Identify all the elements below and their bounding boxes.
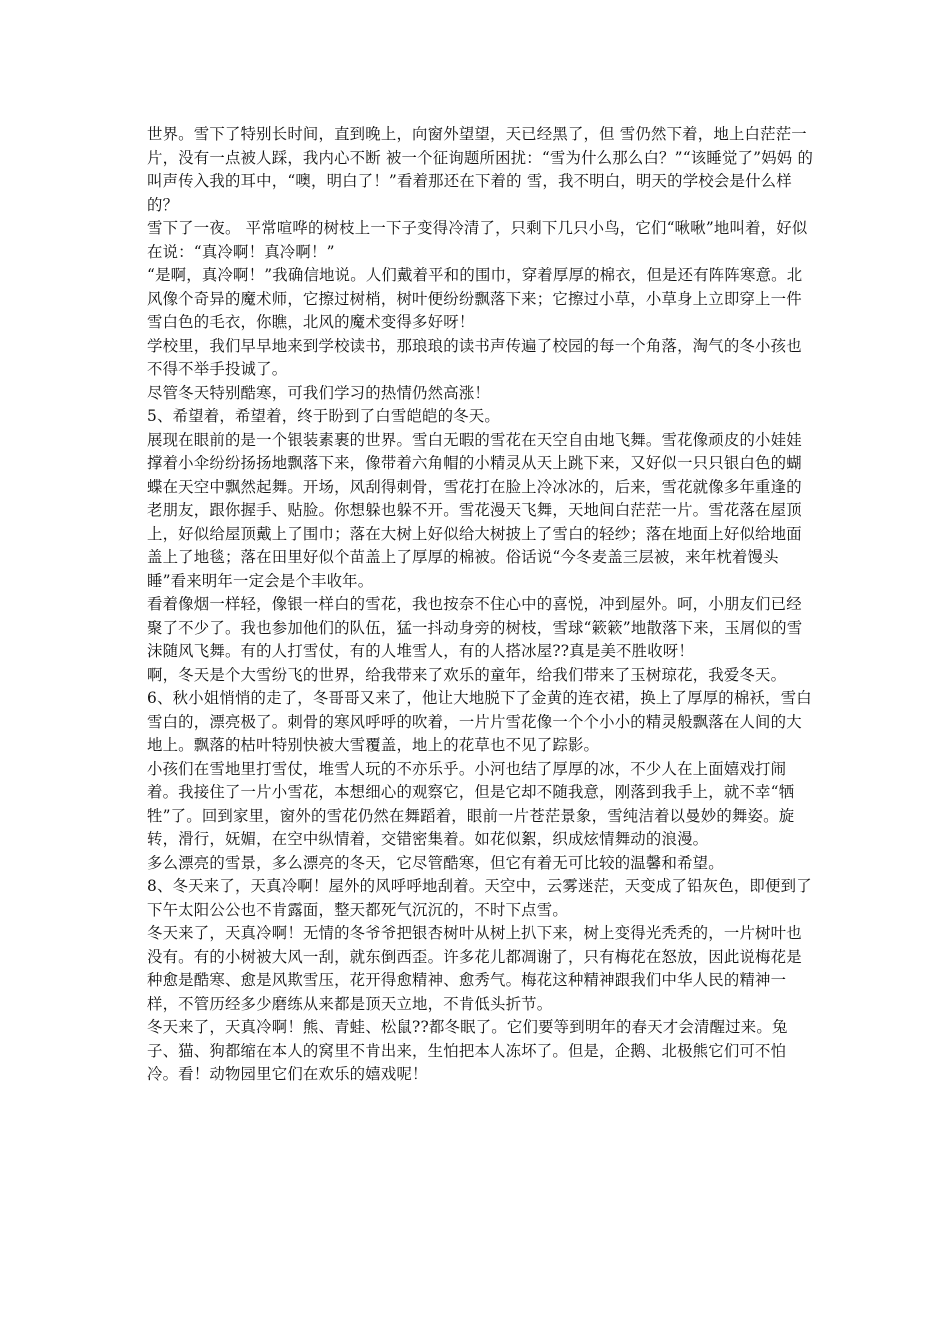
paragraph-2: 雪下了一夜。 平常喧哗的树枝上一下子变得冷清了，只剩下几只小鸟，它们“啾啾”地叫着，好似在说：“真冷啊！真冷啊！” [147,219,808,261]
paragraph-11: 小孩们在雪地里打雪仗，堆雪人玩的不亦乐乎。小河也结了厚厚的冰，不少人在上面嬉戏打闹着。我接住了一片小雪花，本想细心的观察它，但是它却不随我意，刚落到我手上，就不幸“牺牲”了。回到家里，窗外的雪花仍然在舞蹈着，眼前一片苍茫景象，雪纯洁着以曼妙的舞姿。旋转，滑行，妩媚，在空中纵情着，交错密集着。如花似絮，织成炫情舞动的浪漫。 [147,759,795,848]
paragraph-12: 多么漂亮的雪景，多么漂亮的冬天，它尽管酷寒，但它有着无可比较的温馨和希望。 [147,853,724,872]
paragraph-9: 啊，冬天是个大雪纷飞的世界，给我带来了欢乐的童年，给我们带来了玉树琼花，我爱冬天。 [147,665,787,684]
paragraph-7: 展现在眼前的是一个银装素裹的世界。雪白无暇的雪花在天空自由地飞舞。雪花像顽皮的小娃娃撑着小伞纷纷扬扬地飘落下来，像带着六角帽的小精灵从天上跳下来，又好似一只只银白色的蝴蝶在天空中飘然起舞。开场，风刮得刺骨，雪花打在脸上冷冰冰的，后来，雪花就像多年重逢的老朋友，跟你握手、贴脸。你想躲也躲不开。雪花漫天飞舞，天地间白茫茫一片。雪花落在屋顶上，好似给屋顶戴上了围巾；落在大树上好似给大树披上了雪白的轻纱；落在地面上好似给地面盖上了地毯；落在田里好似个苗盖上了厚厚的棉被。俗话说“今冬麦盖三层被，来年枕着馒头睡”看来明年一定会是个丰收年。 [147,430,802,590]
paragraph-5: 尽管冬天特别酷寒，可我们学习的热情仍然高涨！ [147,383,490,402]
paragraph-1: 世界。雪下了特别长时间，直到晚上，向窗外望望，天已经黑了，但 雪仍然下着，地上白茫茫一片，没有一点被人踩，我内心不断 被一个征询题所困扰：“雪为什么那么白？”“该睡觉了”妈妈 的叫声传入我的耳中，“噢，明白了！”看着那还在下着的 雪，我不明白，明天的学校会是什么样的？ [147,125,814,214]
paragraph-10: 6、秋小姐悄悄的走了，冬哥哥又来了，他让大地脱下了金黄的连衣裙，换上了厚厚的棉袄，雪白雪白的，漂亮极了。刺骨的寒风呼呼的吹着，一片片雪花像一个个小小的精灵般飘落在人间的大地上。飘落的枯叶特别快被大雪覆盖，地上的花草也不见了踪影。 [147,689,812,754]
document-body [147,123,817,1087]
paragraph-13: 8、冬天来了，天真冷啊！屋外的风呼呼地刮着。天空中，云雾迷茫，天变成了铅灰色，即便到了下午太阳公公也不肯露面，整天都死气沉沉的，不时下点雪。 [147,877,812,919]
paragraph-15: 冬天来了，天真冷啊！熊、青蛙、松鼠??都冬眠了。它们要等到明年的春天才会清醒过来。兔子、猫、狗都缩在本人的窝里不肯出来，生怕把本人冻坏了。但是，企鹅、北极熊它们可不怕冷。看！动物园里它们在欢乐的嬉戏呢！ [147,1018,788,1083]
paragraph-8: 看着像烟一样轻，像银一样白的雪花，我也按奈不住心中的喜悦，冲到屋外。呵，小朋友们已经聚了不少了。我也参加他们的队伍，猛一抖动身旁的树枝，雪球“簌簌”地散落下来，玉屑似的雪沫随风飞舞。有的人打雪仗，有的人堆雪人，有的人搭冰屋??真是美不胜收呀！ [147,595,803,660]
paragraph-3: “是啊，真冷啊！”我确信地说。人们戴着平和的围巾，穿着厚厚的棉衣，但是还有阵阵寒意。北风像个奇异的魔术师，它擦过树梢，树叶便纷纷飘落下来；它擦过小草，小草身上立即穿上一件雪白色的毛衣，你瞧，北风的魔术变得多好呀！ [147,266,803,331]
paragraph-14: 冬天来了，天真冷啊！无情的冬爷爷把银杏树叶从树上扒下来，树上变得光秃秃的，一片树叶也没有。有的小树被大风一刮，就东倒西歪。许多花儿都凋谢了，只有梅花在怒放，因此说梅花是种愈是酷寒、愈是风欺雪压，花开得愈精神、愈秀气。梅花这种精神跟我们中华人民的精神一样，不管历经多少磨练从来都是顶天立地，不肯低头折节。 [147,924,802,1013]
paragraph-6: 5、希望着，希望着，终于盼到了白雪皑皑的冬天。 [147,407,500,425]
paragraph-4: 学校里，我们早早地来到学校读书，那琅琅的读书声传遍了校园的每一个角落，淘气的冬小孩也不得不举手投诚了。 [147,336,802,378]
